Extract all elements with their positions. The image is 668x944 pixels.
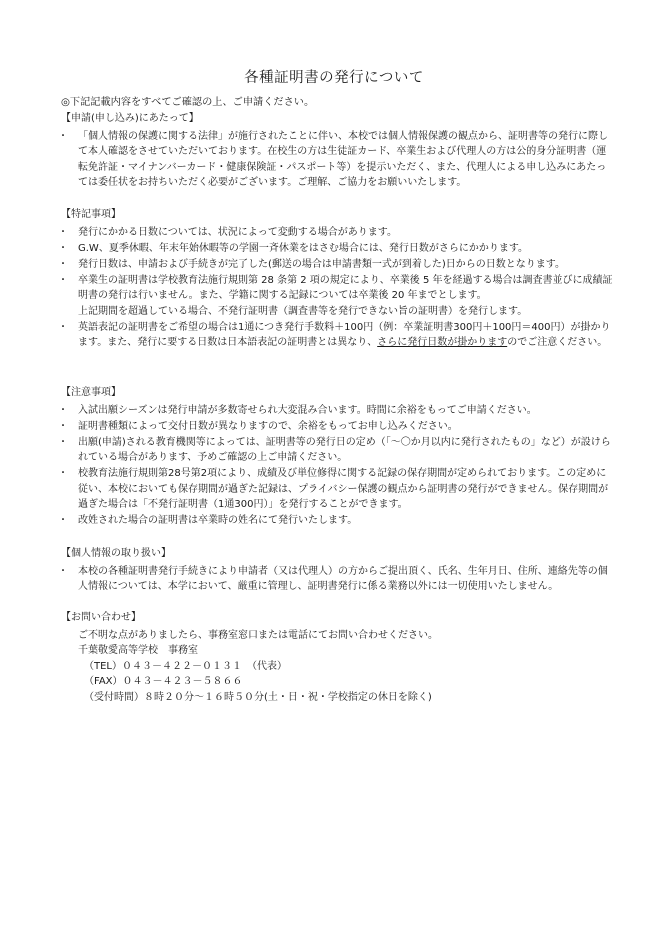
- section-cautions: [61, 385, 616, 529]
- contact-fax: （FAX）０４３－４２３－５８６６: [84, 676, 243, 687]
- list-item: ・ 証明書種類によって交付日数が異なりますので、余裕をもってお申し込みください。: [61, 419, 616, 435]
- list-item: ・ 「個人情報の保護に関する法律」が施行されたことに伴い、本校では個人情報保護の観点から、証明書等の発行に際して本人確認をさせていただいております。在校生の方は生徒証カード、卒業生および代理人の方は公的身分証明書（運転免許証・マイナンバーカード・健康保険証・パスポート等）を提示いただく、また、代理人による申し込みにあたっては委任状をお持ちいただく必要がございます。ご理解、ご協力をお願いいたします。: [61, 129, 616, 191]
- contact-message: ご不明な点がありましたら、事務室窓口または電話にてお問い合わせください。: [78, 629, 438, 641]
- section-heading: 【個人情報の取り扱い】: [61, 548, 171, 559]
- list-item: ・ 英語表記の証明書をご希望の場合は1通につき発行手数料＋100円（例：卒業証明書300円＋100円＝400円）が掛かります。また、発行に要する日数は日本語表記の証明書とは異なり、さらに発行日数が掛かりますのでご注意ください。: [61, 320, 616, 351]
- list-item: ・ 発行にかかる日数については、状況によって変動する場合があります。: [61, 225, 616, 241]
- list-item: ・ 校教育法施行規則第28号第2項により、成績及び単位修得に関する記録の保存期間が定められております。この定めに従い、本校においても保存期間が過ぎた記録は、プライバシー保護の観点から証明書の発行ができません。保存期間が過ぎた場合は「不発行証明書（1通300円）」を発行することができます。: [61, 466, 616, 513]
- section-heading: 【特記事項】: [61, 209, 121, 220]
- list-item: ・ 出願(申請)される教育機関等によっては、証明書等の発行日の定め（「～〇か月以内に発行されたもの」など）が設けられている場合があります、予めご確認の上ご申請ください。: [61, 435, 616, 466]
- list-item: ・ 改姓された場合の証明書は卒業時の姓名にて発行いたします。: [61, 513, 616, 529]
- list-item: ・ 本校の各種証明書発行手続きにより申請者（又は代理人）の方からご提出頂く、氏名、生年月日、住所、連絡先等の個人情報については、本学において、厳重に管理し、証明書発行に係る業務以外には一切使用いたしません。: [61, 564, 616, 595]
- contact-office: 千葉敬愛高等学校 事務室: [78, 645, 198, 656]
- list-item: ・ 卒業生の証明書は学校教育法施行規則第 28 条第 2 項の規定により、卒業後 5 年を経過する場合は調査書並びに成績証明書の発行は行いません。また、学籍に関する記録については卒業後 20 年までとします。 上記期間を超過している場合、不発行証明書（調査書等を発行できない旨の証明書）を発行します。: [61, 273, 616, 320]
- list-item: ・ 発行日数は、申請および手続きが完了した(郵送の場合は申請書類一式が到着した)日からの日数となります。: [61, 257, 616, 273]
- section-contact: [61, 610, 616, 705]
- contact-tel: （TEL）０４３－４２２－０１３１ （代表）: [84, 660, 287, 672]
- section-heading: 【お問い合わせ】: [61, 612, 141, 623]
- section-application: [61, 111, 616, 191]
- list-item: ・ G.W、夏季休暇、年末年始休暇等の学園一斉休業をはさむ場合には、発行日数がさらにかかります。: [61, 241, 616, 257]
- section-privacy: [61, 546, 616, 595]
- section-heading: 【申請(申し込み)にあたって】: [61, 113, 199, 124]
- contact-hours: （受付時間）８時２０分～１６時５０分(土・日・祝・学校指定の休日を除く): [84, 691, 432, 703]
- section-special-notes: [61, 207, 616, 351]
- intro-note: ◎下記記載内容をすべてご確認の上、ご申請ください。: [61, 97, 315, 108]
- underlined-note: さらに発行日数が掛かります: [377, 337, 508, 348]
- page-title: 各種証明書の発行について: [244, 70, 424, 86]
- section-heading: 【注意事項】: [61, 387, 121, 398]
- list-item: ・ 入試出願シーズンは発行申請が多数寄せられ大変混み合います。時間に余裕をもってご申請ください。: [61, 403, 616, 419]
